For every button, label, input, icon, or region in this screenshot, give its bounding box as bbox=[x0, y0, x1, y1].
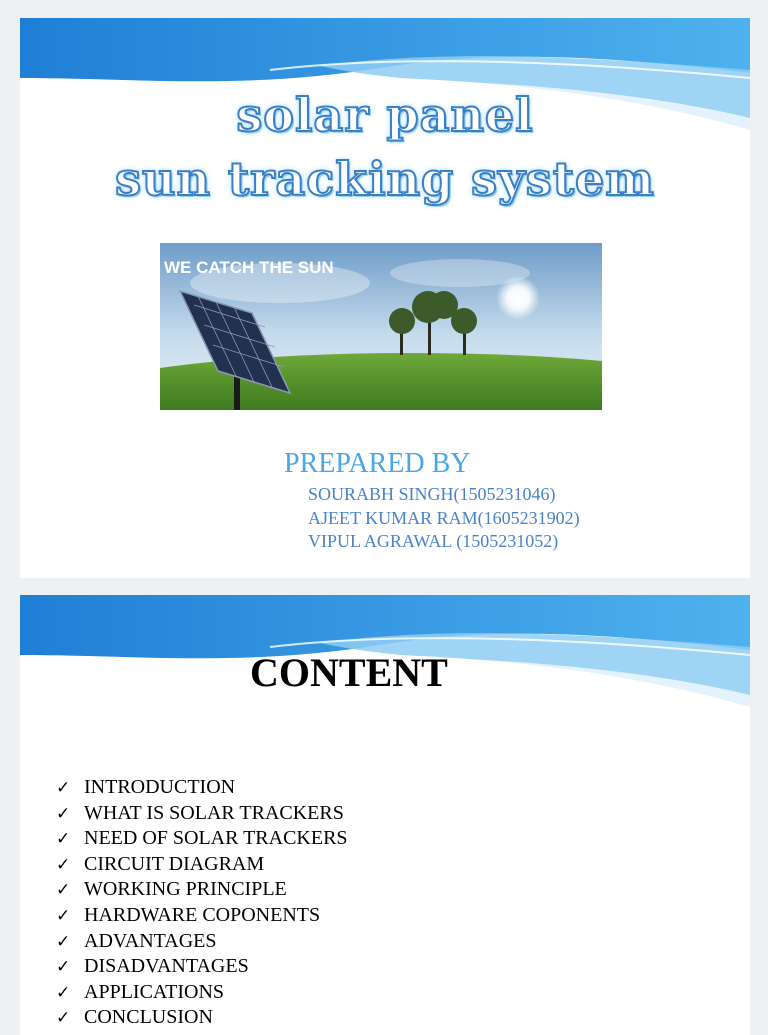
prepared-by-label: PREPARED BY bbox=[284, 448, 471, 479]
list-item: ✓ HARDWARE COPONENTS bbox=[56, 903, 348, 929]
list-item: ✓ APPLICATIONS bbox=[56, 980, 348, 1006]
list-item: ✓ WORKING PRINCIPLE bbox=[56, 877, 348, 903]
checkmark-icon: ✓ bbox=[56, 803, 71, 824]
list-item: ✓ CIRCUIT DIAGRAM bbox=[56, 852, 348, 878]
list-item: ✓ INTRODUCTION bbox=[56, 775, 348, 801]
checkmark-icon: ✓ bbox=[56, 880, 71, 901]
banner-caption: WE CATCH THE SUN bbox=[164, 258, 334, 277]
list-item: ✓ ADVANTAGES bbox=[56, 929, 348, 955]
solar-banner-image bbox=[160, 243, 602, 410]
sun-icon bbox=[496, 276, 540, 320]
checkmark-icon: ✓ bbox=[56, 829, 71, 850]
author-name: VIPUL AGRAWAL (1505231052) bbox=[308, 531, 559, 551]
author-name: AJEET KUMAR RAM(1605231902) bbox=[308, 508, 580, 528]
content-heading: CONTENT bbox=[250, 650, 448, 695]
checkmark-icon: ✓ bbox=[56, 957, 71, 978]
list-item: ✓ WHAT IS SOLAR TRACKERS bbox=[56, 801, 348, 827]
content-list bbox=[56, 775, 348, 1031]
slide-title-line1: solar panel bbox=[236, 88, 534, 142]
checkmark-icon: ✓ bbox=[56, 854, 71, 875]
checkmark-icon: ✓ bbox=[56, 905, 71, 926]
content-slide bbox=[20, 595, 750, 1035]
title-slide bbox=[20, 18, 750, 578]
slide-title-line2: sun tracking system bbox=[115, 152, 655, 206]
checkmark-icon: ✓ bbox=[56, 982, 71, 1003]
checkmark-icon: ✓ bbox=[56, 1008, 71, 1029]
list-item: ✓ DISADVANTAGES bbox=[56, 954, 348, 980]
list-item: ✓ NEED OF SOLAR TRACKERS bbox=[56, 826, 348, 852]
author-name: SOURABH SINGH(1505231046) bbox=[308, 484, 556, 504]
checkmark-icon: ✓ bbox=[56, 778, 71, 798]
list-item: ✓ CONCLUSION bbox=[56, 1005, 348, 1031]
checkmark-icon: ✓ bbox=[56, 931, 71, 952]
